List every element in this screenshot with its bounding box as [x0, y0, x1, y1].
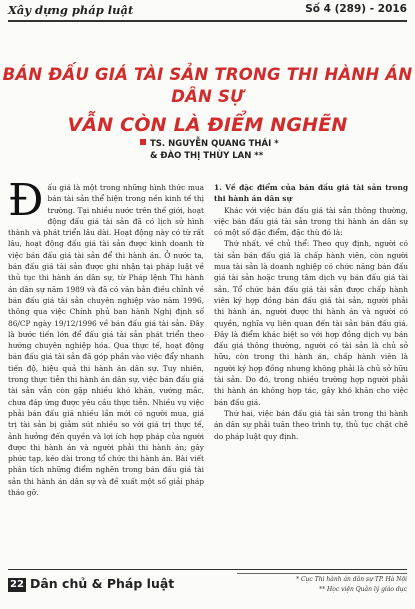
title-line-1: BÁN ĐẤU GIÁ TÀI SẢN TRONG THI HÀNH ÁN DÂN SỰ — [2, 65, 413, 106]
title-line-2: VẪN CÒN LÀ ĐIỂM NGHẼN — [67, 114, 348, 136]
page-header — [0, 0, 415, 22]
right-column — [214, 182, 408, 564]
footnotes — [237, 575, 407, 595]
footnote-2: ** Học viện Quản lý giáo dục — [319, 586, 407, 593]
left-column — [8, 182, 204, 564]
magazine-name: Xây dựng pháp luật — [8, 3, 134, 17]
article-title — [0, 64, 415, 138]
authors — [140, 138, 279, 162]
right-paragraph-3: Thứ hai, việc bán đấu giá tài sản trong thi hành án dân sự phải tuân theo trình tự, thủ tục chặt chẽ do pháp luật quy định. — [214, 408, 408, 441]
footer-magazine-name: Dân chủ & Pháp luật — [30, 576, 175, 591]
footnote-1: * Cục Thi hành án dân sự TP. Hà Nội — [296, 576, 407, 583]
left-column-text: ấu giá là một trong những hình thức mua bán tài sản thể hiện trong nền kinh tế thị trường. Tại nhiều nước trên thế giới, hoạt động đấu giá tài sản đã có lịch sử hình thành và phát triển lâu dài. Hoạt động này có từ rất lâu, hoạt động đấu giá tài sản được kinh doanh từ việc bán đấu giá tài sản để thi hành án. Ở nước ta, bán đấu giá tài sản được ghi nhận tại pháp luật về thủ tục thi hành án dân sự, từ Pháp lệnh Thi hành án dân sự năm 1989 và đã có văn bản điều chỉnh về bán đấu giá tài sản chuyên nghiệp vào năm 1996, thông qua việc Chính phủ ban hành Nghị định số 86/CP ngày 19/12/1996 về bán đấu giá tài sản. Đây là bước tiến lớn để đấu giá tài sản phát triển theo hướng chuyên nghiệp hóa. Qua thực tế, hoạt động bán đấu giá tài sản đã góp phần vào việc đẩy nhanh tiến độ, hiệu quả thi hành án dân sự. Tuy nhiên, trong thực tiễn thi hành án dân sự, việc bán đấu giá tài sản vẫn còn gặp nhiều khó khăn, vướng mắc, chưa đáp ứng được yêu cầu thực tiễn. Nhiều vụ việc phải bán đấu giá nhiều lần mới có người mua, giá trị tài sản bị giảm sút nhiều so với giá trị thực tế, ảnh hưởng đến quyền và lợi ích hợp pháp của người được thi hành án và người phải thi hành án; gây phức tạp, kéo dài trong tổ chức thi hành án. Bài viết phân tích những điểm nghẽn trong bán đấu giá tài sản thi hành án dân sự và đề xuất một số giải pháp tháo gỡ. — [8, 183, 204, 498]
bullet-square-icon — [140, 139, 146, 145]
author-1 — [140, 138, 279, 150]
right-paragraph-2: Thứ nhất, về chủ thể: Theo quy định, người có tài sản bán đấu giá là chấp hành viên, còn người mua tài sản là doanh nghiệp có chức năng bán đấu giá tài sản hoặc trung tâm dịch vụ bán đấu giá tài sản. Tổ chức bán đấu giá tài sản được chấp hành viên ký hợp đồng bán đấu giá tài sản, người phải thi hành án, người được thi hành án và người có quyền, nghĩa vụ liên quan đến tài sản bán đấu giá. Đây là điểm khác biệt so với hợp đồng dịch vụ bán đấu giá thông thường, người có tài sản là chủ sở hữu, còn trong thi hành án, chấp hành viên là người ký hợp đồng nhưng không phải là chủ sở hữu tài sản. Do đó, trong nhiều trường hợp người phải thi hành án không hợp tác, gây khó khăn cho việc bán đấu giá. — [214, 239, 408, 407]
author-2-name: & ĐÀO THỊ THÙY LAN ** — [150, 151, 264, 161]
author-1-name: TS. NGUYỄN QUANG THÁI * — [150, 139, 279, 149]
header-rule — [8, 20, 407, 22]
footer-rule — [8, 569, 407, 570]
page-number: 22 — [8, 578, 26, 592]
author-2 — [140, 150, 279, 162]
issue-number: Số 4 (289) - 2016 — [305, 3, 407, 15]
section-heading: 1. Về đặc điểm của bán đấu giá tài sản trong thi hành án dân sự — [214, 183, 408, 204]
footnote-rule — [237, 573, 407, 574]
drop-cap: Đ — [8, 182, 44, 226]
right-paragraph-1: Khác với việc bán đấu giá tài sản thông thường, việc bán đấu giá tài sản trong thi hành án dân sự có một số đặc điểm, đặc thù đó là: — [214, 205, 408, 238]
